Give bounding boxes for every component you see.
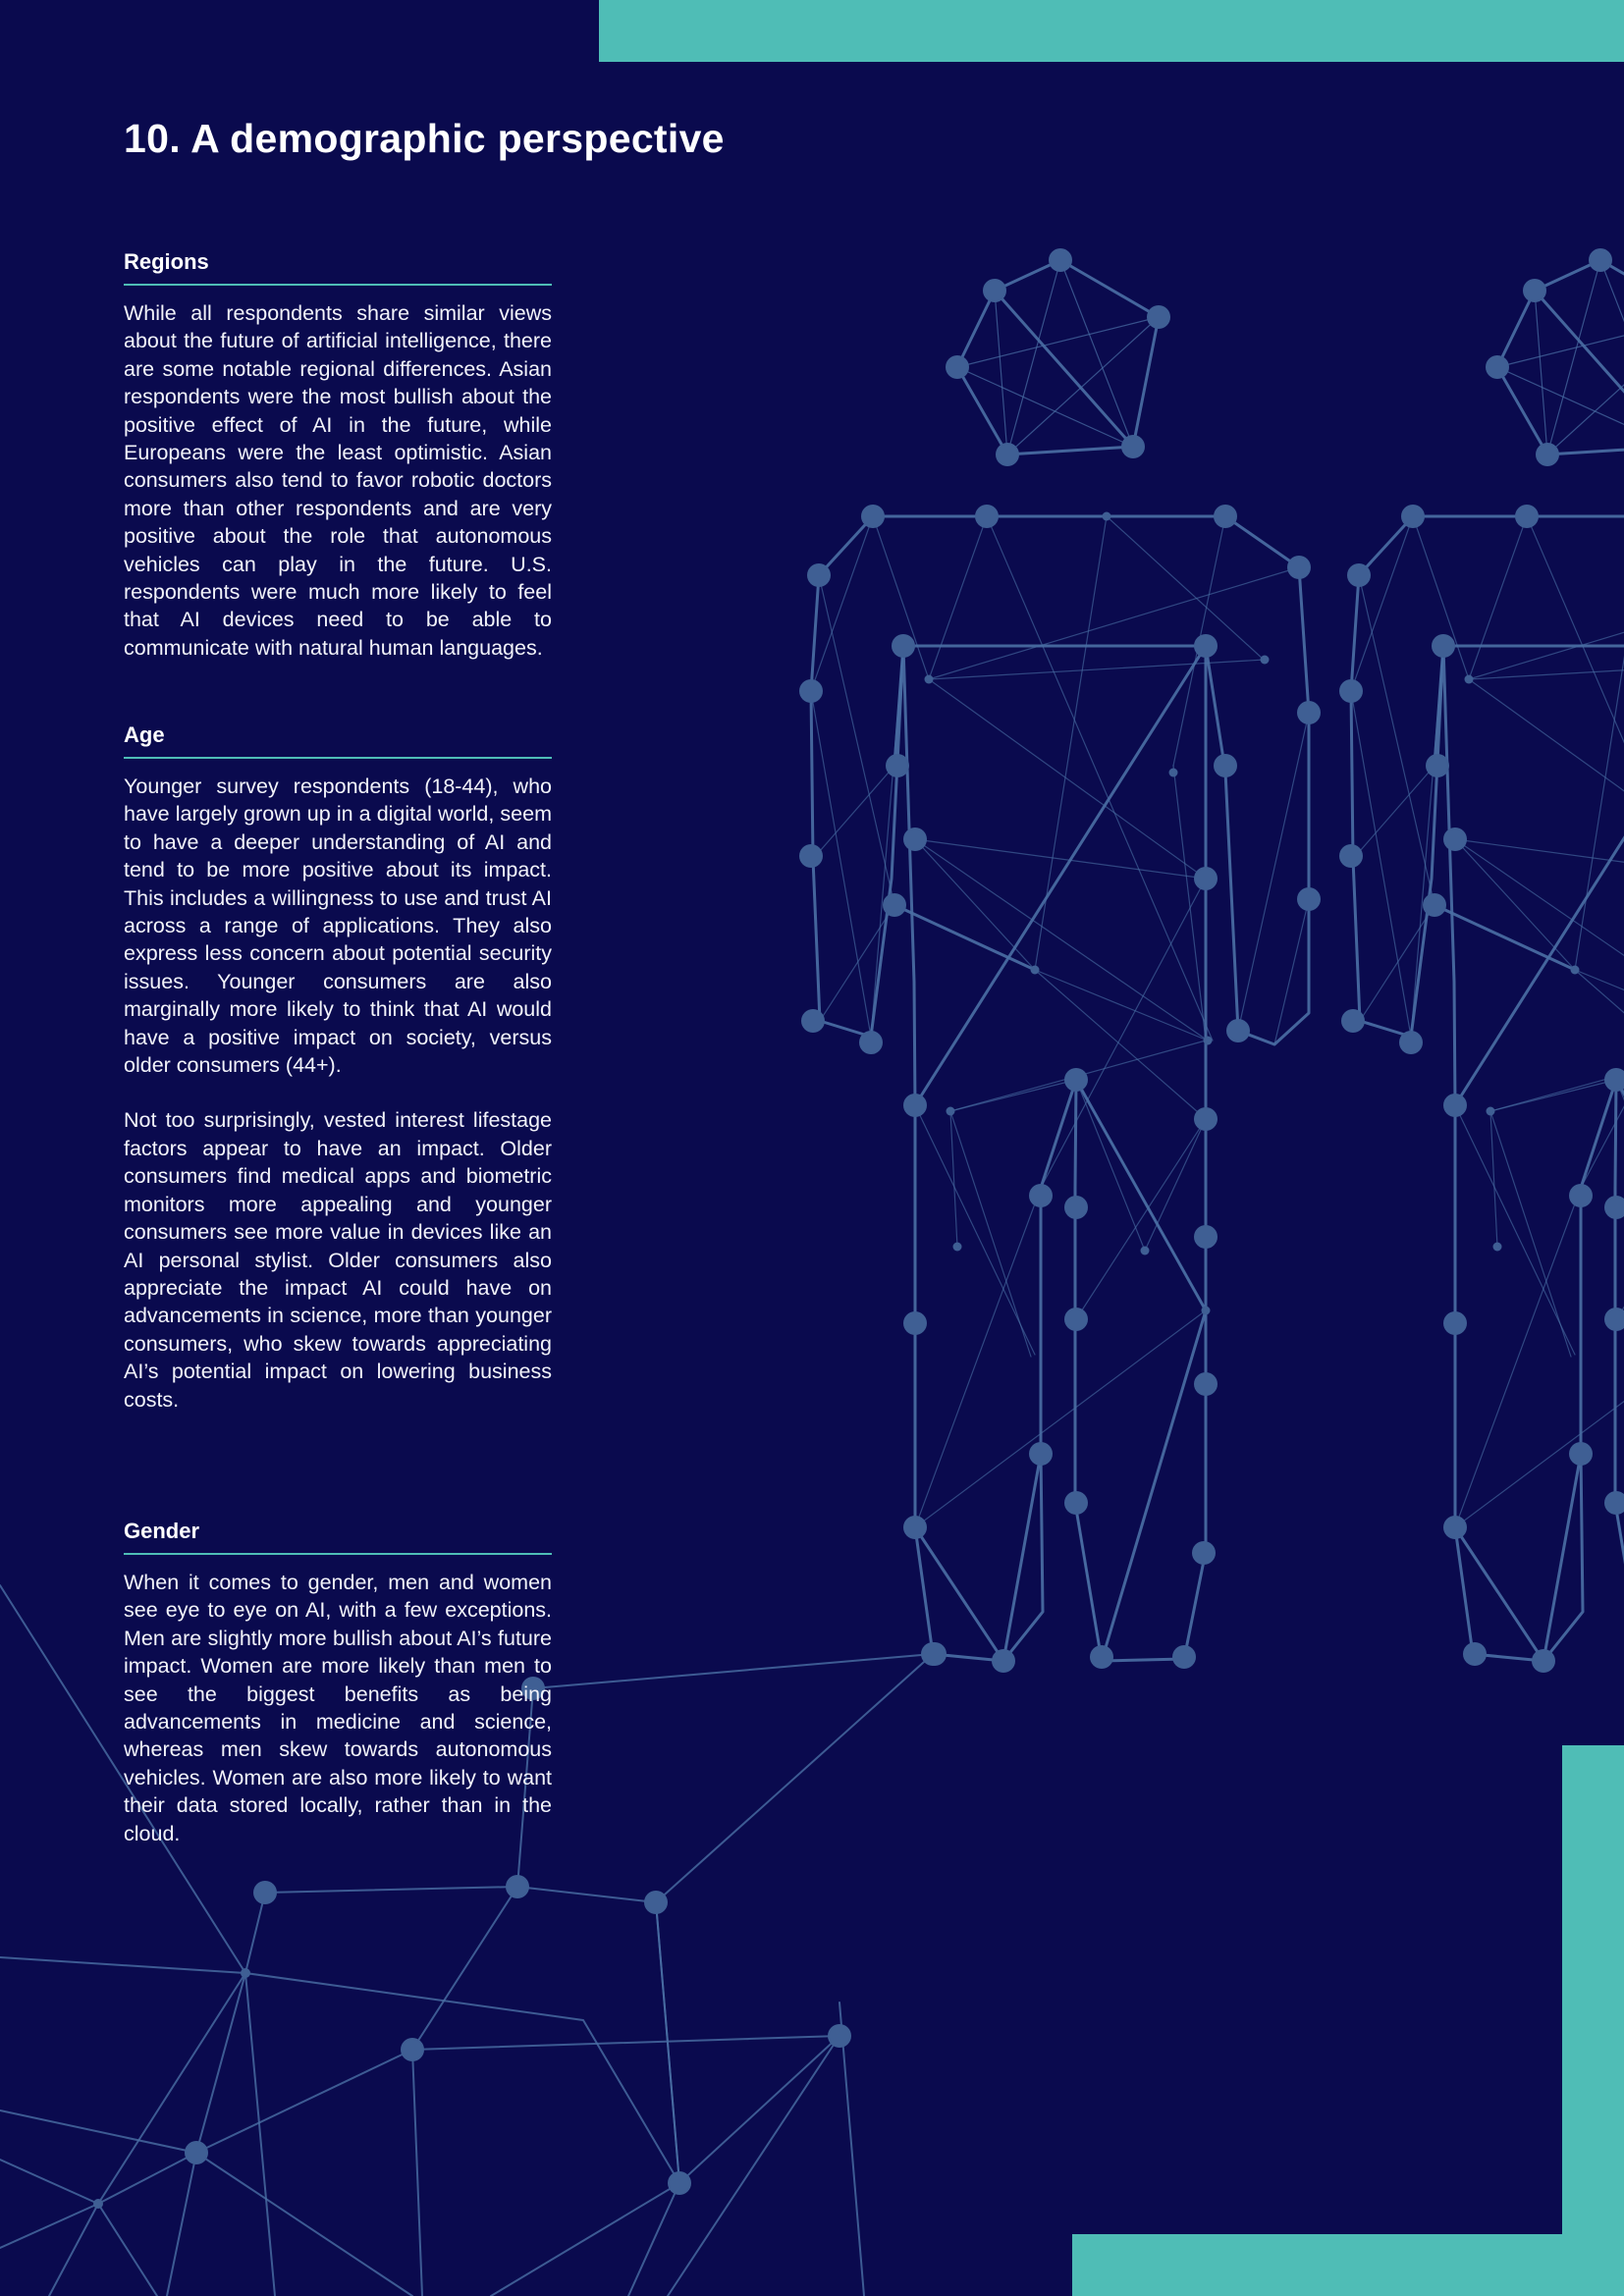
network-node: [1172, 1645, 1196, 1669]
network-node: [668, 2171, 691, 2195]
network-node: [1029, 1184, 1053, 1207]
network-node: [401, 2038, 424, 2061]
network-node: [1226, 1019, 1250, 1042]
network-line: [1575, 970, 1624, 1041]
network-line: [950, 1111, 1031, 1357]
network-line: [1351, 691, 1411, 1037]
network-node: [1064, 1068, 1088, 1092]
network-line: [245, 1973, 679, 2183]
section-paragraph: Not too surprisingly, vested interest lifestage factors appear to have an impact. Older consumers find medical apps and biometric monitors more appealing and younger consumers see more value in devices like an AI personal stylist. Older consumers also appreciate the impact AI could have on advancements in science, more than younger consumers, who skew towards appreciating AI’s potential impact on lowering business costs.: [124, 1108, 552, 1412]
section-paragraph: While all respondents share similar views about the future of artificial intelligence, there are some notable regional differences. Asian respondents were the most bullish about the positive effect of AI in the future, while Europeans were the least optimistic. Asian consumers also tend to favor robotic doctors more than other respondents and are very positive about the role that autonomous vehicles can play in the future. U.S. respondents were much more likely to feel that AI devices need to be able to communicate with natural human languages.: [124, 301, 552, 660]
network-node: [925, 675, 934, 684]
network-node: [1443, 1516, 1467, 1539]
network-line: [1035, 970, 1206, 1119]
network-node: [1423, 893, 1446, 917]
network-line: [929, 660, 1265, 679]
network-line: [1535, 291, 1624, 447]
network-line: [49, 2204, 98, 2296]
network-node: [1465, 675, 1474, 684]
network-line: [915, 1527, 1003, 1661]
network-line: [491, 2183, 679, 2296]
network-node: [861, 505, 885, 528]
network-node: [1493, 1243, 1502, 1252]
network-node: [1121, 435, 1145, 458]
network-line: [533, 1654, 933, 1688]
network-node: [1426, 754, 1449, 777]
page-title: 10. A demographic perspective: [124, 116, 725, 161]
network-node: [644, 1891, 668, 1914]
network-node: [903, 1516, 927, 1539]
network-node: [807, 563, 831, 587]
network-line: [98, 1973, 245, 2204]
network-line: [1455, 1527, 1543, 1661]
network-node: [1194, 1372, 1218, 1396]
network-line: [1581, 879, 1624, 1188]
network-node: [828, 2024, 851, 2048]
network-node: [883, 893, 906, 917]
network-node: [1297, 701, 1321, 724]
network-node: [801, 1009, 825, 1033]
network-node: [1194, 634, 1218, 658]
network-node: [1287, 556, 1311, 579]
network-line: [1075, 1503, 1102, 1661]
network-node: [975, 505, 999, 528]
network-line: [1455, 1310, 1624, 1527]
network-node: [1443, 1094, 1467, 1117]
network-node: [1486, 355, 1509, 379]
network-line: [957, 317, 1159, 367]
network-line: [894, 905, 1035, 970]
network-node: [1339, 844, 1363, 868]
network-node: [892, 634, 915, 658]
network-line: [819, 575, 894, 905]
network-line: [1435, 905, 1575, 970]
network-line: [1616, 1119, 1624, 1319]
network-node: [1103, 512, 1111, 521]
network-line: [628, 1902, 679, 2296]
network-node: [1523, 279, 1546, 302]
network-node: [1399, 1031, 1423, 1054]
network-node: [1432, 634, 1455, 658]
section-paragraph: When it comes to gender, men and women see eye to eye on AI, with a few exceptions. Men are slightly more bullish about AI’s future impact. Women are more likely than men to see the biggest benefits as being advancements in medicine and science, whereas men skew towards autonomous vehicles. Women are also more likely to want their data stored locally, rather than in the cloud.: [124, 1571, 552, 1845]
network-line: [0, 1957, 245, 1973]
network-line: [412, 1902, 839, 2296]
network-node: [1029, 1442, 1053, 1466]
network-line: [915, 1105, 1035, 1355]
section-regions: [124, 248, 552, 662]
section-heading-age: Age: [124, 721, 552, 759]
network-node: [947, 1107, 955, 1116]
network-line: [813, 766, 894, 859]
network-line: [915, 1310, 1206, 1527]
network-line: [1469, 660, 1624, 679]
network-node: [1532, 1649, 1555, 1673]
network-line: [950, 1111, 957, 1247]
network-node: [1064, 1308, 1088, 1331]
network-node: [1569, 1442, 1593, 1466]
network-node: [1192, 1541, 1216, 1565]
network-node: [799, 844, 823, 868]
network-node: [1194, 1107, 1218, 1131]
network-node: [1194, 867, 1218, 890]
network-node: [1214, 754, 1237, 777]
network-line: [995, 291, 1007, 454]
network-line: [245, 1973, 275, 2296]
network-line: [0, 2160, 98, 2204]
network-node: [996, 443, 1019, 466]
network-node: [1571, 966, 1580, 975]
network-node: [946, 355, 969, 379]
section-heading-gender: Gender: [124, 1518, 552, 1555]
network-line: [1547, 317, 1624, 454]
network-line: [1003, 1454, 1041, 1661]
network-line: [1351, 516, 1413, 691]
network-line: [820, 905, 894, 1021]
network-node: [1194, 1225, 1218, 1249]
network-line: [1076, 1119, 1206, 1319]
network-line: [1469, 679, 1624, 879]
network-line: [1535, 291, 1547, 454]
network-node: [799, 679, 823, 703]
network-node: [1401, 505, 1425, 528]
network-line: [1274, 899, 1309, 1044]
network-node: [1604, 1491, 1624, 1515]
network-line: [1497, 317, 1624, 367]
section-gender: [124, 1518, 552, 1847]
network-line: [1469, 516, 1527, 679]
network-node: [1536, 443, 1559, 466]
network-line: [1173, 766, 1206, 1041]
network-node: [506, 1875, 529, 1898]
network-line: [1455, 646, 1624, 1105]
network-node: [1347, 563, 1371, 587]
network-line: [1490, 1111, 1571, 1357]
network-node: [886, 754, 909, 777]
network-line: [1455, 839, 1575, 970]
network-line: [1455, 839, 1624, 1041]
network-line: [1527, 516, 1624, 1041]
network-node: [1204, 1037, 1213, 1045]
network-line: [0, 2110, 196, 2153]
network-node: [1064, 1196, 1088, 1219]
network-line: [1490, 1041, 1624, 1111]
network-line: [1076, 1080, 1206, 1310]
section-age: [124, 721, 552, 1414]
network-line: [811, 516, 1309, 1661]
network-node: [859, 1031, 883, 1054]
network-node: [903, 1094, 927, 1117]
network-line: [1455, 1105, 1575, 1355]
network-line: [929, 516, 987, 679]
network-line: [1411, 646, 1443, 1037]
network-node: [1487, 1107, 1495, 1116]
network-line: [929, 567, 1299, 679]
network-node: [1443, 1311, 1467, 1335]
network-node: [1604, 1308, 1624, 1331]
network-node: [1297, 887, 1321, 911]
network-line: [1455, 839, 1624, 879]
network-line: [1102, 1310, 1206, 1661]
network-line: [1615, 1503, 1624, 1661]
network-node: [1049, 248, 1072, 272]
network-node: [992, 1649, 1015, 1673]
network-node: [983, 279, 1006, 302]
network-node: [1064, 1491, 1088, 1515]
network-line: [1107, 516, 1264, 660]
network-node: [1141, 1247, 1150, 1255]
network-node: [1090, 1645, 1113, 1669]
network-node: [1031, 966, 1040, 975]
network-node: [1589, 248, 1612, 272]
section-paragraph: Younger survey respondents (18-44), who have largely grown up in a digital world, seem to have a deeper understanding of AI and tend to be more positive about its impact. This includes a willingness to use and trust AI across a range of applications. They also express less concern about potential security issues. Younger consumers are also marginally more likely to think that AI would have a positive impact on society, versus older consumers (44+).: [124, 774, 552, 1078]
network-line: [1359, 575, 1435, 905]
network-line: [1455, 1188, 1581, 1527]
network-node: [903, 1311, 927, 1335]
network-line: [1469, 567, 1624, 679]
network-node: [93, 2199, 103, 2209]
network-line: [668, 2036, 839, 2296]
network-node: [1339, 679, 1363, 703]
network-node: [1443, 828, 1467, 851]
network-node: [1604, 1068, 1624, 1092]
network-line: [1035, 516, 1107, 970]
network-line: [1360, 905, 1435, 1021]
network-line: [1490, 1111, 1497, 1247]
network-line: [915, 839, 1035, 970]
network-node: [185, 2141, 208, 2164]
network-line: [196, 2153, 412, 2296]
network-node: [1515, 505, 1539, 528]
network-node: [1261, 656, 1270, 665]
network-node: [1341, 1009, 1365, 1033]
network-line: [915, 839, 1206, 879]
network-line: [1353, 766, 1435, 859]
network-line: [811, 516, 873, 691]
network-node: [1604, 1196, 1624, 1219]
network-node: [921, 1642, 945, 1666]
network-node: [903, 828, 927, 851]
network-node: [1463, 1642, 1487, 1666]
network-node: [1169, 769, 1178, 777]
network-node: [1214, 505, 1237, 528]
network-line: [1238, 713, 1309, 1031]
network-node: [1569, 1184, 1593, 1207]
network-line: [1076, 1080, 1145, 1251]
network-node: [1147, 305, 1170, 329]
network-line: [871, 646, 903, 1037]
network-node: [253, 1881, 277, 1904]
network-line: [915, 1188, 1041, 1527]
network-line: [915, 839, 1208, 1041]
network-line: [1543, 1454, 1581, 1661]
network-node: [1202, 1307, 1211, 1315]
network-node: [241, 1968, 250, 1978]
network-line: [811, 691, 871, 1037]
network-node: [953, 1243, 962, 1252]
network-line: [98, 2204, 157, 2296]
network-line: [1041, 879, 1206, 1188]
network-line: [1497, 260, 1624, 454]
network-line: [915, 646, 1206, 1105]
section-heading-regions: Regions: [124, 248, 552, 286]
